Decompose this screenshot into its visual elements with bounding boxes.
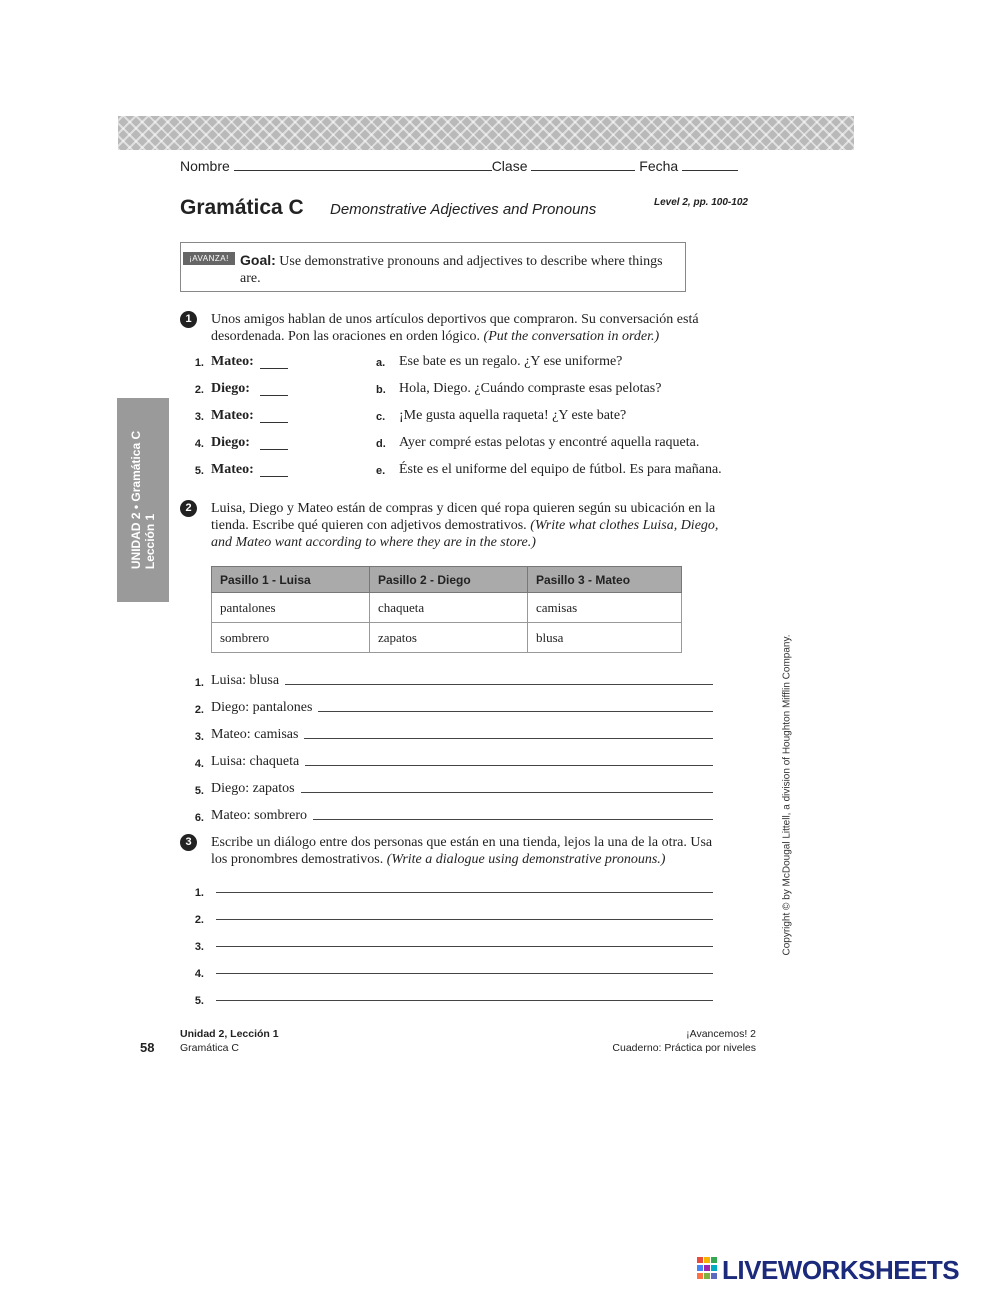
- section-2-items: [180, 662, 713, 824]
- item-number: 5.: [194, 785, 204, 797]
- copyright-notice: Copyright © by McDougal Littell, a division of Houghton Mifflin Company.: [781, 634, 793, 956]
- footer-unit: Unidad 2, Lección 1: [180, 1028, 279, 1040]
- item-prompt: Diego: zapatos: [211, 781, 295, 796]
- page-subtitle: Demonstrative Adjectives and Pronouns: [330, 201, 597, 218]
- table-header: Pasillo 2 - Diego: [370, 567, 528, 593]
- section-3-instruction: [211, 834, 731, 868]
- goal-description: Use demonstrative pronouns and adjectives to describe where things are.: [240, 254, 663, 286]
- clase-field[interactable]: [531, 158, 635, 171]
- option-letter: a.: [376, 357, 386, 369]
- answer-line[interactable]: [305, 764, 713, 766]
- speaker-number: 5.: [194, 465, 204, 477]
- table-row: [212, 593, 682, 623]
- speaker-number: 2.: [194, 384, 204, 396]
- avanza-badge: ¡AVANZA!: [183, 252, 235, 265]
- table-cell: chaqueta: [370, 593, 528, 623]
- section-1-instruction: [211, 311, 731, 345]
- clase-label: Clase: [491, 158, 528, 174]
- option-letter: c.: [376, 411, 386, 423]
- item-prompt: Luisa: blusa: [211, 673, 280, 688]
- unit-side-tab-text: [129, 431, 157, 569]
- liveworksheets-logo-icon: [697, 1257, 719, 1281]
- section-3-number-badge: 3: [180, 834, 197, 851]
- answer-blank[interactable]: [260, 464, 288, 477]
- table-header: Pasillo 1 - Luisa: [212, 567, 370, 593]
- section-2-number-badge: 2: [180, 500, 197, 517]
- item-prompt: Mateo: camisas: [211, 727, 299, 742]
- line-number: 4.: [194, 968, 204, 980]
- fecha-field[interactable]: [682, 158, 738, 171]
- list-item: [180, 872, 713, 899]
- matching-row: [180, 354, 740, 381]
- list-item: [180, 980, 713, 1007]
- line-number: 2.: [194, 914, 204, 926]
- table-cell: zapatos: [370, 623, 528, 653]
- list-item: [180, 716, 713, 743]
- section-2-instruction-es: Luisa, Diego y Mateo están de compras y dicen qué ropa quieren según su ubicación en la tienda. Escribe qué quieren con adjetivos demostrativos.: [211, 501, 716, 533]
- list-item: [180, 899, 713, 926]
- answer-line[interactable]: [301, 791, 713, 793]
- option-letter: b.: [376, 384, 386, 396]
- item-prompt: Diego: pantalones: [211, 700, 313, 715]
- table-row: [212, 623, 682, 653]
- aisle-table: [211, 566, 682, 653]
- item-number: 1.: [194, 677, 204, 689]
- speaker-name: Mateo:: [211, 408, 254, 423]
- answer-line[interactable]: [216, 945, 713, 947]
- answer-line[interactable]: [313, 818, 713, 820]
- option-text: Ese bate es un regalo. ¿Y ese uniforme?: [399, 354, 623, 369]
- section-3-instruction-es: Escribe un diálogo entre dos personas que están en una tienda, lejos la una de la otra. Usa los pronombres demostrativos.: [211, 835, 713, 867]
- footer-book-subtitle: Cuaderno: Práctica por niveles: [612, 1042, 756, 1054]
- table-cell: pantalones: [212, 593, 370, 623]
- answer-blank[interactable]: [260, 437, 288, 450]
- matching-row: [180, 408, 740, 435]
- answer-blank[interactable]: [260, 356, 288, 369]
- answer-line[interactable]: [304, 737, 713, 739]
- option-letter: e.: [376, 465, 386, 477]
- liveworksheets-logo-text[interactable]: LIVEWORKSHEETS: [722, 1255, 960, 1285]
- option-text: Hola, Diego. ¿Cuándo compraste esas pelotas?: [399, 381, 662, 396]
- fecha-label: Fecha: [639, 158, 679, 174]
- nombre-field[interactable]: [234, 158, 492, 171]
- speaker-name: Mateo:: [211, 354, 254, 369]
- page-number: 58: [140, 1040, 155, 1055]
- list-item: [180, 743, 713, 770]
- list-item: [180, 797, 713, 824]
- section-1-instruction-es: Unos amigos hablan de unos artículos deportivos que compraron. Su conversación está desordenada. Pon las oraciones en orden lógico.: [211, 312, 699, 344]
- section-1-matching: [180, 354, 740, 489]
- footer-right: [612, 1027, 756, 1055]
- answer-line[interactable]: [318, 710, 713, 712]
- option-letter: d.: [376, 438, 386, 450]
- item-prompt: Mateo: sombrero: [211, 808, 308, 823]
- answer-line[interactable]: [216, 999, 713, 1001]
- matching-row: [180, 435, 740, 462]
- section-2-instruction: [211, 500, 731, 551]
- list-item: [180, 662, 713, 689]
- table-cell: sombrero: [212, 623, 370, 653]
- line-number: 5.: [194, 995, 204, 1007]
- matching-row: [180, 381, 740, 408]
- goal-text: [240, 252, 670, 287]
- option-text: ¡Me gusta aquella raqueta! ¿Y este bate?: [399, 408, 627, 423]
- list-item: [180, 770, 713, 797]
- option-text: Éste es el uniforme del equipo de fútbol. Es para mañana.: [399, 462, 722, 477]
- level-reference: Level 2, pp. 100-102: [654, 197, 748, 208]
- nombre-label: Nombre: [180, 158, 230, 174]
- matching-row: [180, 462, 740, 489]
- goal-label: Goal:: [240, 252, 276, 268]
- student-info-line: [180, 158, 738, 174]
- side-tab-line1: UNIDAD 2 • Gramática C: [129, 430, 143, 570]
- page-title: Gramática C: [180, 196, 304, 219]
- answer-line[interactable]: [216, 918, 713, 920]
- speaker-name: Diego:: [211, 381, 250, 396]
- side-tab-line2: Lección 1: [143, 513, 157, 570]
- speaker-name: Mateo:: [211, 462, 254, 477]
- option-text: Ayer compré estas pelotas y encontré aquella raqueta.: [399, 435, 700, 450]
- footer-book-title: ¡Avancemos! 2: [686, 1028, 756, 1040]
- table-header-row: [212, 567, 682, 593]
- speaker-number: 1.: [194, 357, 204, 369]
- item-number: 4.: [194, 758, 204, 770]
- speaker-number: 3.: [194, 411, 204, 423]
- speaker-number: 4.: [194, 438, 204, 450]
- item-prompt: Luisa: chaqueta: [211, 754, 300, 769]
- footer-section: Gramática C: [180, 1042, 239, 1054]
- section-3-instruction-en: (Write a dialogue using demonstrative pronouns.): [386, 852, 666, 867]
- item-number: 6.: [194, 812, 204, 824]
- answer-line[interactable]: [285, 683, 713, 685]
- list-item: [180, 689, 713, 716]
- footer-left: [180, 1027, 279, 1055]
- line-number: 1.: [194, 887, 204, 899]
- list-item: [180, 953, 713, 980]
- list-item: [180, 926, 713, 953]
- section-3-dialogue-lines: [180, 872, 713, 1007]
- answer-blank[interactable]: [260, 410, 288, 423]
- item-number: 3.: [194, 731, 204, 743]
- item-number: 2.: [194, 704, 204, 716]
- section-1-instruction-en: (Put the conversation in order.): [483, 329, 660, 344]
- table-header: Pasillo 3 - Mateo: [528, 567, 682, 593]
- answer-line[interactable]: [216, 891, 713, 893]
- table-cell: camisas: [528, 593, 682, 623]
- table-cell: blusa: [528, 623, 682, 653]
- speaker-name: Diego:: [211, 435, 250, 450]
- section-1-number-badge: 1: [180, 311, 197, 328]
- answer-line[interactable]: [216, 972, 713, 974]
- decorative-banner: [118, 116, 854, 150]
- answer-blank[interactable]: [260, 383, 288, 396]
- section-2-instruction-en: (Write what clothes Luisa, Diego, and Mateo want according to where they are in the store.): [211, 518, 719, 550]
- line-number: 3.: [194, 941, 204, 953]
